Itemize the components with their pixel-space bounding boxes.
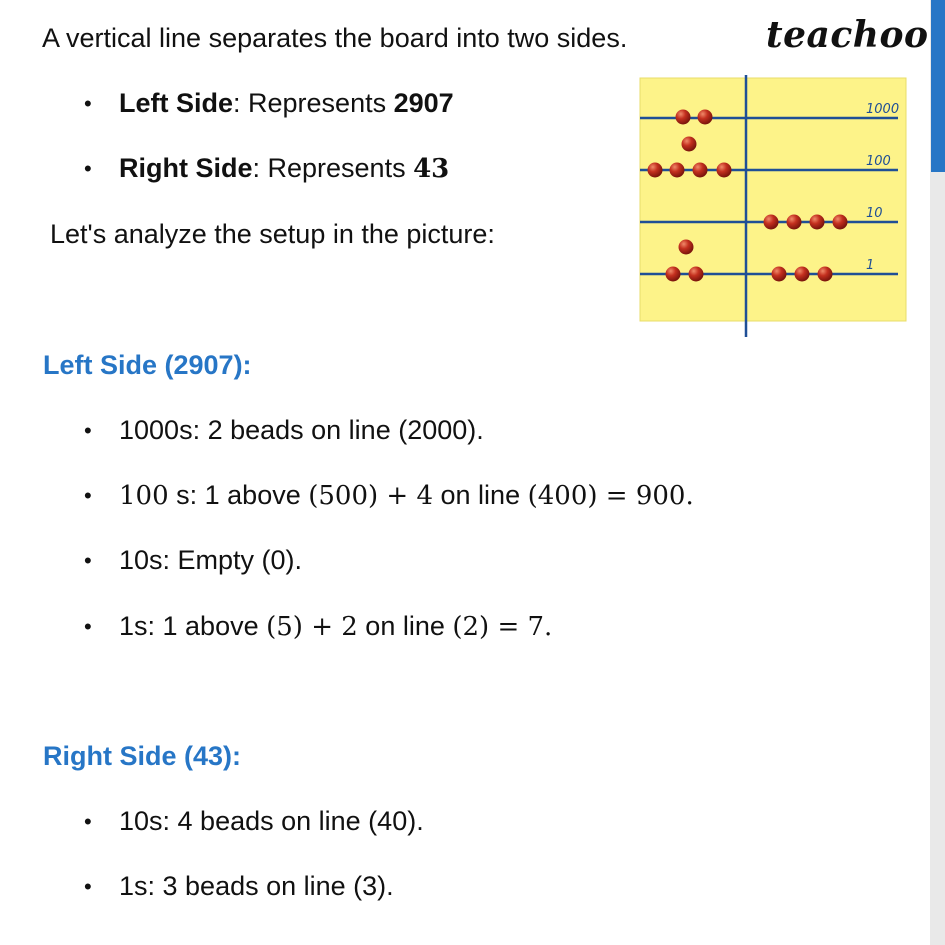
right-ones-item: 1s: 3 beads on line (3). [119, 871, 394, 901]
bullet-icon: • [84, 91, 92, 116]
intro-text: A vertical line separates the board into two sides. [42, 23, 628, 53]
left-side-line [119, 86, 454, 120]
bead [698, 110, 713, 125]
hundreds-part2: on line [433, 480, 528, 510]
bullet-icon: • [84, 809, 92, 834]
hundreds-item [119, 478, 694, 513]
hundreds-lead: 100 [119, 481, 169, 511]
left-side-value: 2907 [393, 88, 454, 118]
bead [689, 267, 704, 282]
tens-item: 10s: Empty (0). [119, 545, 303, 575]
hundreds-expr2: (400) = 900. [527, 481, 694, 511]
row-label-100: 100 [866, 154, 891, 169]
bead [787, 215, 802, 230]
ones-item [119, 609, 552, 644]
beads-right-1 [772, 267, 833, 282]
bead [693, 163, 708, 178]
hundreds-expr1: (500) + 4 [308, 481, 434, 511]
analyze-text: Let's analyze the setup in the picture: [50, 219, 495, 249]
left-side-label: Left Side [119, 88, 234, 118]
teachoo-logo: teachoo [766, 14, 929, 56]
row-label-1000: 1000 [866, 102, 900, 117]
bead [676, 110, 691, 125]
bullet-icon: • [84, 614, 92, 639]
bullet-icon: • [84, 874, 92, 899]
left-side-text: : Represents [233, 88, 394, 118]
beads-left-1-above [679, 240, 694, 255]
ones-expr1: (5) + 2 [266, 612, 358, 642]
right-side-text: : Represents [252, 153, 414, 183]
bead [810, 215, 825, 230]
hundreds-part1: s: 1 above [168, 480, 309, 510]
bead [717, 163, 732, 178]
left-side-heading: Left Side (2907): [43, 350, 252, 380]
bullet-icon: • [84, 483, 92, 508]
bead [666, 267, 681, 282]
ones-part2: on line [357, 611, 453, 641]
scrollbar-thumb[interactable] [931, 0, 945, 172]
beads-left-100-above [682, 137, 697, 152]
bead [764, 215, 779, 230]
right-tens-item: 10s: 4 beads on line (40). [119, 806, 424, 836]
bullet-icon: • [84, 418, 92, 443]
ones-part1: 1s: 1 above [119, 611, 267, 641]
abacus-illustration [636, 73, 908, 339]
abacus-svg [636, 73, 908, 339]
bead [670, 163, 685, 178]
right-side-heading: Right Side (43): [43, 741, 242, 771]
bead [795, 267, 810, 282]
bullet-icon: • [84, 156, 92, 181]
right-side-value: 43 [413, 154, 450, 184]
bullet-icon: • [84, 548, 92, 573]
bead [833, 215, 848, 230]
row-label-10: 10 [866, 206, 883, 221]
bead [772, 267, 787, 282]
right-side-label: Right Side [119, 153, 253, 183]
thousands-item: 1000s: 2 beads on line (2000). [119, 415, 484, 445]
bead [682, 137, 697, 152]
bead [648, 163, 663, 178]
ones-expr2: (2) = 7. [452, 612, 553, 642]
bead [679, 240, 694, 255]
bead [818, 267, 833, 282]
right-side-line [119, 151, 449, 186]
row-label-1: 1 [866, 258, 875, 273]
